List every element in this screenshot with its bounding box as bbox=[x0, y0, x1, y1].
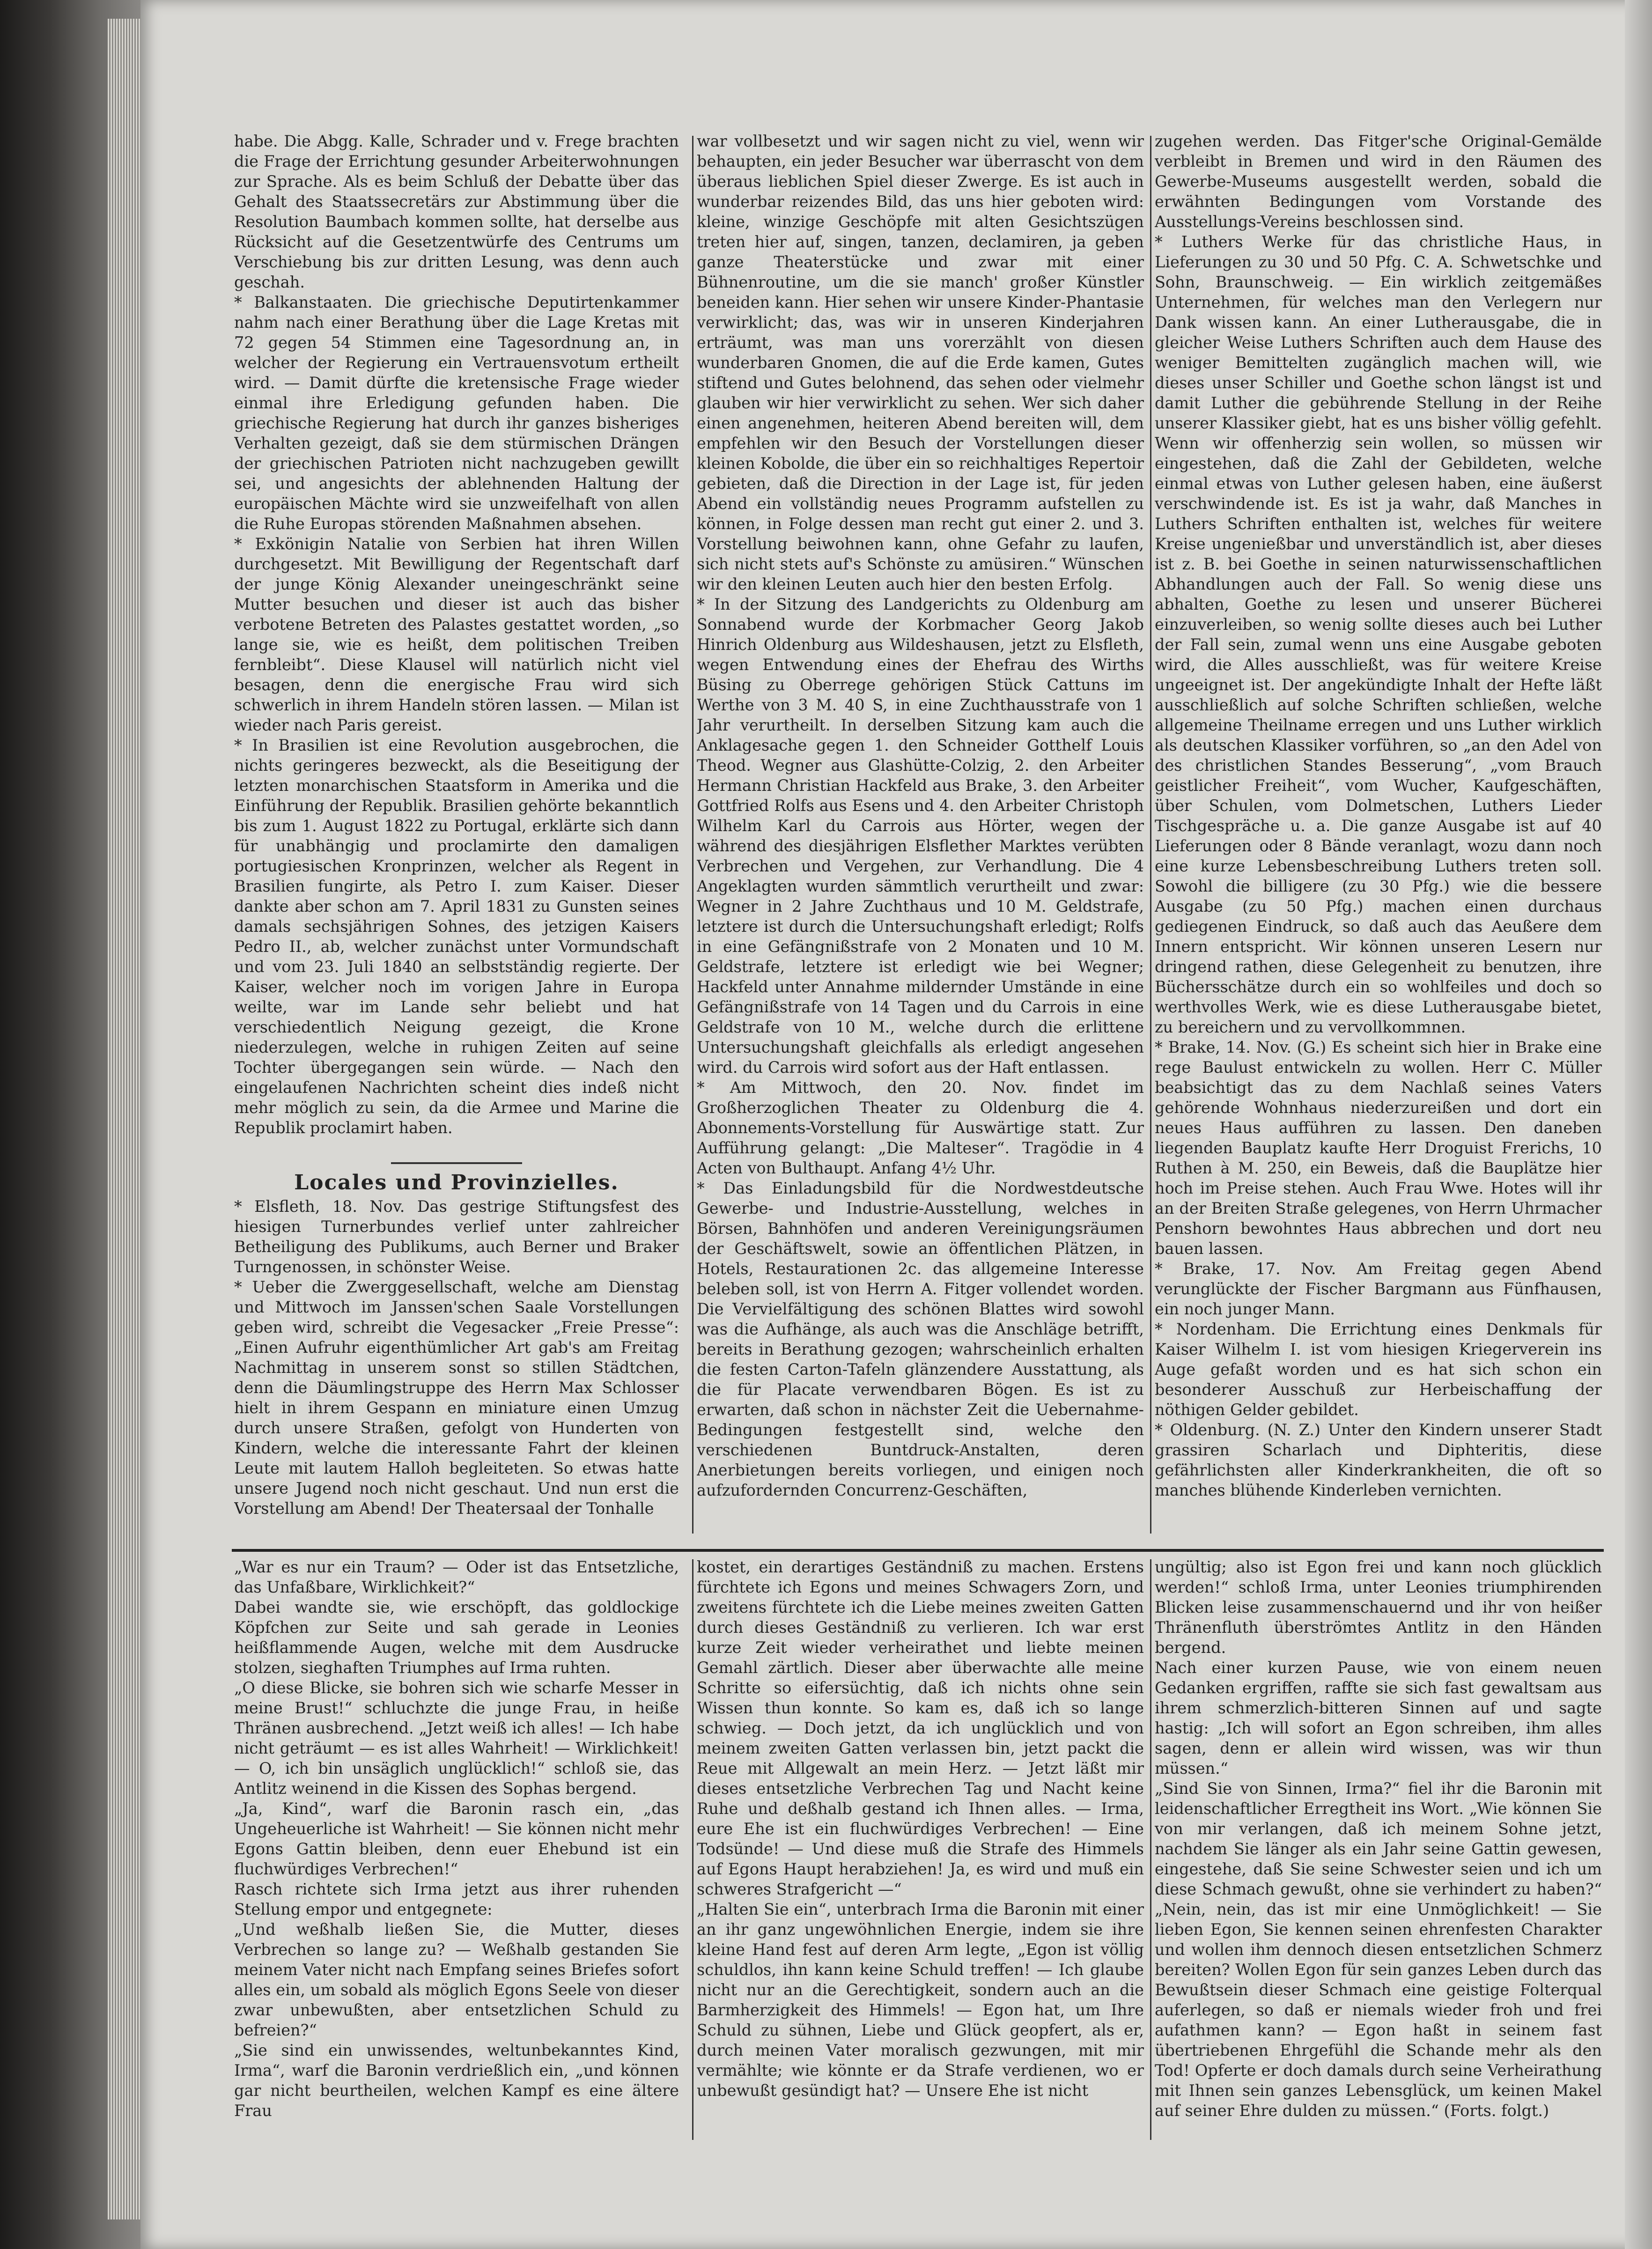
paragraph: * In der Sitzung des Landgerichts zu Oldenburg am Sonnabend wurde der Korbmacher Georg Jakob Hinrich Oldenburg aus Wildeshausen, jetzt zu Elsfleth, wegen Entwendung eines der Ehefrau des Wirths Büsing zu Oberrege gehörigen Stück Cattuns im Werthe von 3 M. 40 S, in eine Zuchthausstrafe von 1 Jahr verurtheilt. In derselben Sitzung kam auch die Anklagesache gegen 1. den Schneider Gotthelf Louis Theod. Wegner aus Glashütte-Colzig, 2. den Arbeiter Hermann Christian Hackfeld aus Brake, 3. den Arbeiter Gottfried Rolfs aus Esens und 4. den Arbeiter Christoph Wilhelm Karl du Carrois aus Hörter, wegen der während des diesjährigen Elsflether Marktes verübten Verbrechen und Vergehen, zur Verhandlung. Die 4 Angeklagten wurden sämmtlich verurtheilt und zwar: Wegner in 2 Jahre Zuchthaus und 10 M. Geldstrafe, letztere ist durch die Untersuchungshaft erledigt; Rolfs in eine Gefängnißstrafe von 2 Monaten und 10 M. Geldstrafe, letztere ist erledigt wie bei Wegner; Hackfeld unter Annahme mildernder Umstände in eine Gefängnißstrafe von 14 Tagen und du Carrois in eine Geldstrafe von 10 M., welche durch die erlittene Untersuchungshaft gleichfalls als erledigt angesehen wird. du Carrois wird sofort aus der Haft entlassen. bbox=[697, 595, 1144, 1077]
paragraph: ungültig; also ist Egon frei und kann noch glücklich werden!“ schloß Irma, unter Leonies triumphirenden Blicken leise zusammenschauernd und ihr von heißer Thränenfluth überströmtes Antlitz in den Händen bergend. bbox=[1155, 1558, 1602, 1657]
paragraph: „O diese Blicke, sie bohren sich wie scharfe Messer in meine Brust!“ schluchzte die junge Frau, in heiße Thränen ausbrechend. „Jetzt weiß ich alles! — Ich habe nicht geträumt — es ist alles Wahrheit! — Wirklichkeit! — O, ich bin unsäglich unglücklich!“ schloß sie, das Antlitz weinend in die Kissen des Sophas bergend. bbox=[234, 1679, 679, 1798]
paragraph: * Brake, 17. Nov. Am Freitag gegen Abend verunglückte der Fischer Bargmann aus Fünfhausen, ein noch junger Mann. bbox=[1155, 1260, 1602, 1318]
paragraph: habe. Die Abgg. Kalle, Schrader und v. Frege brachten die Frage der Errichtung gesunder Arbeiterwohnungen zur Sprache. Als es beim Schluß der Debatte über das Gehalt des Staatssecretärs zur Abstimmung über die Resolution Baumbach kommen sollte, hat derselbe aus Rücksicht auf die Gesetzentwürfe des Centrums um Verschiebung bis zur dritten Lesung, was denn auch geschah. bbox=[234, 132, 679, 291]
paragraph: „Halten Sie ein“, unterbrach Irma die Baronin mit einer an ihr ganz ungewöhnlichen Energie, indem sie ihre kleine Hand fest auf deren Arm legte, „Egon ist völlig schuldlos, ihn kann keine Schuld treffen! — Ich glaube nicht nur an die Gerechtigkeit, sondern auch an die Barmherzigkeit des Himmels! — Egon hat, um Ihre Schuld zu sühnen, Liebe und Glück geopfert, als er, durch meinen Vater moralisch gezwungen, mit mir vermählte; wie könnte er da Strafe verdienen, wo er unbewußt gesündigt hat? — Unsere Ehe ist nicht bbox=[697, 1900, 1144, 2100]
upper-column-2 bbox=[697, 131, 1144, 1541]
column-rule-2 bbox=[1150, 136, 1151, 1534]
paragraph: Dabei wandte sie, wie erschöpft, das goldlockige Köpfchen zur Seite und sah gerade in Leonies heißflammende Augen, welche mit dem Ausdrucke stolzen, sieghaften Triumphes auf Irma ruhten. bbox=[234, 1598, 679, 1677]
paragraph: war vollbesetzt und wir sagen nicht zu viel, wenn wir behaupten, ein jeder Besucher war überrascht von dem überaus lieblichen Spiel dieser Zwerge. Es ist auch in wunderbar reizendes Bild, das uns hier geboten wird: kleine, winzige Geschöpfe mit alten Gesichtszügen treten hier auf, singen, tanzen, declamiren, ja geben ganze Theaterstücke und zwar mit einer Bühnenroutine, um die sie manch' großer Künstler beneiden kann. Hier sehen wir unsere Kinder-Phantasie verwirklicht; das, was wir in unseren Kinderjahren erträumt, was man uns vorerzählt von diesen wunderbaren Gnomen, die auf die Erde kamen, Gutes stiftend und Gutes belohnend, das sehen oder vielmehr glauben wir hier verwirklicht zu sehen. Wer sich daher einen angenehmen, heiteren Abend bereiten will, dem empfehlen wir den Besuch der Vorstellungen dieser kleinen Kobolde, die über ein so reichhaltiges Repertoir gebieten, daß die Direction in der Lage ist, für jeden Abend ein vollständig neues Programm aufstellen zu können, in Folge dessen man recht gut einer 2. und 3. Vorstellung beiwohnen kann, ohne Gefahr zu laufen, sich nicht stets auf's Schönste zu amüsiren.“ Wünschen wir den kleinen Leuten auch hier den besten Erfolg. bbox=[697, 132, 1144, 593]
paragraph: kostet, ein derartiges Geständniß zu machen. Erstens fürchtete ich Egons und meines Schwagers Zorn, und zweitens fürchtete ich die Liebe meines zweiten Gatten durch dieses Geständniß zu verlieren. Ich war erst kurze Zeit wieder verheirathet und liebte meinen Gemahl zärtlich. Dieser aber überwachte alle meine Schritte so eifersüchtig, daß ich nichts ohne sein Wissen thun konnte. So kam es, daß ich so lange schwieg. — Doch jetzt, da ich unglücklich und von meinem zweiten Gatten verlassen bin, jetzt packt die Reue mit Allgewalt an mein Herz. — Jetzt läßt mir dieses entsetzliche Verbrechen Tag und Nacht keine Ruhe und deßhalb gestand ich Ihnen alles. — Irma, eure Ehe ist ein fluchwürdiges Verbrechen! — Eine Todsünde! — Und diese muß die Strafe des Himmels auf Egons Haupt herabziehen! Ja, es wird und muß ein schweres Strafgericht —“ bbox=[697, 1558, 1144, 1898]
upper-column-3 bbox=[1155, 131, 1602, 1541]
feuilleton-column-3 bbox=[1155, 1557, 1602, 2142]
feuilleton-column-rule-1 bbox=[692, 1559, 693, 2140]
paragraph: * Elsfleth, 18. Nov. Das gestrige Stiftungsfest des hiesigen Turnerbundes verlief unter zahlreicher Betheiligung des Publikums, auch Berner und Braker Turngenossen, in schönster Weise. bbox=[234, 1197, 679, 1276]
section-heading: Locales und Provinzielles. bbox=[294, 1171, 619, 1195]
feuilleton-column-rule-2 bbox=[1150, 1559, 1151, 2140]
paragraph: * Luthers Werke für das christliche Haus, in Lieferungen zu 30 und 50 Pfg. C. A. Schwetschke und Sohn, Braunschweig. — Ein wirklich zeitgemäßes Unternehmen, für welches man den Verlegern nur Dank wissen kann. An einer Lutherausgabe, die in gleicher Weise Luthers Schriften auch dem Hause des weniger Bemittelten zugänglich machen will, wie dieses unser Schiller und Goethe schon längst ist und damit Luther die gebührende Stellung in der Reihe unserer Klassiker giebt, hat es uns bisher völlig gefehlt. Wenn wir offenherzig sein wollen, so müssen wir eingestehen, daß die Zahl der Gebildeten, welche einmal etwas von Luther gelesen haben, eine äußerst verschwindende ist. Es ist ja wahr, daß Manches in Luthers Schriften enthalten ist, welches für weitere Kreise ungenießbar und unverständlich ist, aber dieses ist z. B. bei Goethe in seinen naturwissenschaftlichen Abhandlungen auch der Fall. So wenig diese uns abhalten, Goethe zu lesen und unserer Bücherei einzuverleiben, so wenig sollte dieses auch bei Luther der Fall sein, zumal wenn uns eine Ausgabe geboten wird, die Alles ausschließt, was für weitere Kreise ungeeignet ist. Der angekündigte Inhalt der Hefte läßt ausschließlich auf solche Schriften schließen, welche allgemeine Theilname erregen und uns Luther wirklich als deutschen Klassiker vorführen, so „an den Adel von des christlichen Standes Besserung“, „vom Brauch geistlicher Freiheit“, vom Wucher, Kaufgeschäften, über Schulen, vom Dolmetschen, Luthers Lieder Tischgespräche u. a. Die ganze Ausgabe ist auf 40 Lieferungen oder 8 Bände veranlagt, wozu dann noch eine kurze Lebensbeschreibung Luthers treten soll. Sowohl die billigere (zu 30 Pfg.) wie die bessere Ausgabe (zu 50 Pfg.) machen einen durchaus gediegenen Eindruck, so daß auch das Aeußere dem Innern entspricht. Wir können unseren Lesern nur dringend rathen, diese Gelegenheit zu benutzen, ihre Büchersschätze durch ein so wohlfeiles und doch so werthvolles Werk, wie es diese Lutherausgabe bietet, zu bereichern und zu vervollkommnen. bbox=[1155, 233, 1602, 1036]
paragraph: * Exkönigin Natalie von Serbien hat ihren Willen durchgesetzt. Mit Bewilligung der Regentschaft darf der junge König Alexander uneingeschränkt seine Mutter besuchen und dieser ist auch das bisher verbotene Betreten des Palastes gestattet worden, „so lange sie, wie es heißt, dem politischen Treiben fernbleibt“. Diese Klausel will natürlich nicht viel besagen, denn die energische Frau wird sich schwerlich in ihrem Handeln stören lassen. — Milan ist wieder nach Paris gereist. bbox=[234, 535, 679, 734]
paragraph: Nach einer kurzen Pause, wie von einem neuen Gedanken ergriffen, raffte sie sich fast gewaltsam aus ihrem schmerzlich-bitteren Sinnen auf und sagte hastig: „Ich will sofort an Egon schreiben, ihm alles sagen, denn er allein wird wissen, was wir thun müssen.“ bbox=[1155, 1659, 1602, 1777]
page-right-edge bbox=[1625, 0, 1652, 2249]
paragraph: Rasch richtete sich Irma jetzt aus ihrer ruhenden Stellung empor und entgegnete: bbox=[234, 1880, 679, 1918]
paragraph: * In Brasilien ist eine Revolution ausgebrochen, die nichts geringeres bezweckt, als die Beseitigung der letzten monarchischen Staatsform in Amerika und die Einführung der Republik. Brasilien gehörte bekanntlich bis zum 1. August 1822 zu Portugal, erklärte sich dann für unabhängig und proclamirte den damaligen portugiesischen Kronprinzen, welcher als Regent in Brasilien fungirte, als Petro I. zum Kaiser. Dieser dankte aber schon am 7. April 1831 zu Gunsten seines damals sechsjährigen Sohnes, des jetzigen Kaisers Pedro II., ab, welcher zunächst unter Vormundschaft und vom 23. Juli 1840 an selbstständig regierte. Der Kaiser, welcher noch im vorigen Jahre in Europa weilte, war im Lande sehr beliebt und hat verschiedentlich Neigung gezeigt, die Krone niederzulegen, welche in ruhigen Zeiten auf seine Tochter übergegangen sein würde. — Nach den eingelaufenen Nachrichten scheint dies indeß nicht mehr möglich zu sein, da die Armee und Marine die Republik proclamirt haben. bbox=[234, 736, 679, 1137]
paragraph: * Brake, 14. Nov. (G.) Es scheint sich hier in Brake eine rege Baulust entwickeln zu wollen. Herr C. Müller beabsichtigt das zu dem Nachlaß seines Vaters gehörende Wohnhaus niederzureißen und dort ein neues Haus aufführen zu lassen. Den daneben liegenden Bauplatz kaufte Herr Droguist Frerichs, 10 Ruthen à M. 250, ein Beweis, daß die Bauplätze hier hoch im Preise stehen. Auch Frau Wwe. Hotes will ihr an der Breiten Straße gelegenes, von Herrn Uhrmacher Penshorn bewohntes Haus abbrechen und dort neu bauen lassen. bbox=[1155, 1038, 1602, 1258]
column-rule-1 bbox=[692, 136, 693, 1534]
paragraph: * Das Einladungsbild für die Nordwestdeutsche Gewerbe- und Industrie-Ausstellung, welches in Börsen, Bahnhöfen und anderen Vereinigungsräumen der Geschäftswelt, sowie an öffentlichen Plätzen, in Hotels, Restaurationen 2c. das allgemeine Interesse beleben soll, ist von Herrn A. Fitger vollendet worden. Die Vervielfältigung des schönen Blattes wird sowohl was die Aufhänge, als auch was die Anschläge betrifft, bereits in Berathung gezogen; wahrscheinlich erhalten die festen Carton-Tafeln glänzendere Ausstattung, als die für Placate verwendbaren Bögen. Es ist zu erwarten, daß schon in nächster Zeit die Uebernahme-Bedingungen festgestellt sind, welche den verschiedenen Buntdruck-Anstalten, deren Anerbietungen bereits vorliegen, und einigen noch aufzufordernden Concurrenz-Geschäften, bbox=[697, 1179, 1144, 1499]
feuilleton-column-2 bbox=[697, 1557, 1144, 2142]
feuilleton-column-1 bbox=[234, 1557, 679, 2142]
paragraph: * Nordenham. Die Errichtung eines Denkmals für Kaiser Wilhelm I. ist vom hiesigen Kriegerverein ins Auge gefaßt worden und es hat sich schon ein besonderer Ausschuß zur Herbeischaffung der nöthigen Gelder gebildet. bbox=[1155, 1320, 1602, 1419]
paragraph: * Am Mittwoch, den 20. Nov. findet im Großherzoglichen Theater zu Oldenburg die 4. Abonnements-Vorstellung für Auswärtige statt. Zur Aufführung gelangt: „Die Malteser“. Tragödie in 4 Acten von Bulthaupt. Anfang 4½ Uhr. bbox=[697, 1078, 1144, 1177]
paragraph: „Sind Sie von Sinnen, Irma?“ fiel ihr die Baronin mit leidenschaftlicher Erregtheit ins Wort. „Wie können Sie von mir verlangen, daß ich meinem Sohne jetzt, nachdem Sie länger als ein Jahr seine Gattin gewesen, eingestehe, daß Sie seine Schwester seien und ich um diese Schmach gewußt, ohne sie verhindert zu haben?“ „Nein, nein, das ist mir eine Unmöglichkeit! — Sie lieben Egon, Sie kennen seinen ehrenfesten Charakter und wollen ihm dennoch diesen entsetzlichen Schmerz bereiten? Wollen Egon für sein ganzes Leben durch das Bewußtsein dieser Schmach eine geistige Folterqual auferlegen, so daß er niemals wieder froh und frei aufathmen kann? — Egon haßt in seinem fast übertriebenen Ehrgefühl die Schande mehr als den Tod! Opferte er doch damals durch seine Verheirathung mit Ihnen sein ganzes Lebensglück, um keinen Makel auf seiner Ehre dulden zu müssen.“ (Forts. folgt.) bbox=[1155, 1779, 1602, 2120]
paragraph: „Und weßhalb ließen Sie, die Mutter, dieses Verbrechen so lange zu? — Weßhalb gestanden Sie meinem Vater nicht nach Empfang seines Briefes sofort alles ein, um sobald als möglich Egons Seele von dieser zwar unbewußten, aber entsetzlichen Schuld zu befreien?“ bbox=[234, 1920, 679, 2039]
paragraph: „Sie sind ein unwissendes, weltunbekanntes Kind, Irma“, warf die Baronin verdrießlich ein, „und können gar nicht beurtheilen, welchen Kampf es eine ältere Frau bbox=[234, 2041, 679, 2120]
upper-column-1 bbox=[234, 131, 679, 1541]
paragraph: * Balkanstaaten. Die griechische Deputirtenkammer nahm nach einer Berathung über die Lage Kretas mit 72 gegen 54 Stimmen eine Tagesordnung an, in welcher der Regierung ein Vertrauensvotum ertheilt wird. — Damit dürfte die kretensische Frage wieder einmal ihre Erledigung gefunden haben. Die griechische Regierung hat durch ihr ganzes bisheriges Verhalten gezeigt, daß sie dem stürmischen Drängen der griechischen Patrioten nicht nachzugeben gewillt sei, und angesichts der ablehnenden Haltung der europäischen Mächte wird sie unzweifelhaft von allen die Ruhe Europas störenden Maßnahmen absehen. bbox=[234, 293, 679, 533]
section-divider bbox=[391, 1162, 522, 1164]
paragraph: „War es nur ein Traum? — Oder ist das Entsetzliche, das Unfaßbare, Wirklichkeit?“ bbox=[234, 1558, 679, 1596]
feuilleton-separator bbox=[232, 1549, 1604, 1552]
paragraph: zugehen werden. Das Fitger'sche Original-Gemälde verbleibt in Bremen und wird in den Räumen des Gewerbe-Museums ausgestellt werden, sobald die erwähnten Bedingungen vom Vorstande des Ausstellungs-Vereins beschlossen sind. bbox=[1155, 132, 1602, 231]
paragraph: „Ja, Kind“, warf die Baronin rasch ein, „das Ungeheuerliche ist Wahrheit! — Sie können nicht mehr Egons Gattin bleiben, denn euer Ehebund ist ein fluchwürdiges Verbrechen!“ bbox=[234, 1799, 679, 1878]
paragraph: * Ueber die Zwerggesellschaft, welche am Dienstag und Mittwoch im Janssen'schen Saale Vorstellungen geben wird, schreibt die Vegesacker „Freie Presse“: „Einen Aufruhr eigenthümlicher Art gab's am Freitag Nachmittag in unserem sonst so stillen Städtchen, denn die Däumlingstruppe des Herrn Max Schlosser hielt in ihrem Gespann en miniature einen Umzug durch unsere Straßen, gefolgt von Hunderten von Kindern, welche die interessante Fahrt der kleinen Leute mit lautem Halloh begleiteten. So etwas hatte unsere Jugend noch nicht geschaut. Und nun erst die Vorstellung am Abend! Der Theatersaal der Tonhalle bbox=[234, 1278, 679, 1518]
paragraph: * Oldenburg. (N. Z.) Unter den Kindern unserer Stadt grassiren Scharlach und Diphteritis, diese gefährlichsten aller Kinderkrankheiten, die oft so manches blühende Kinderleben vernichten. bbox=[1155, 1421, 1602, 1499]
